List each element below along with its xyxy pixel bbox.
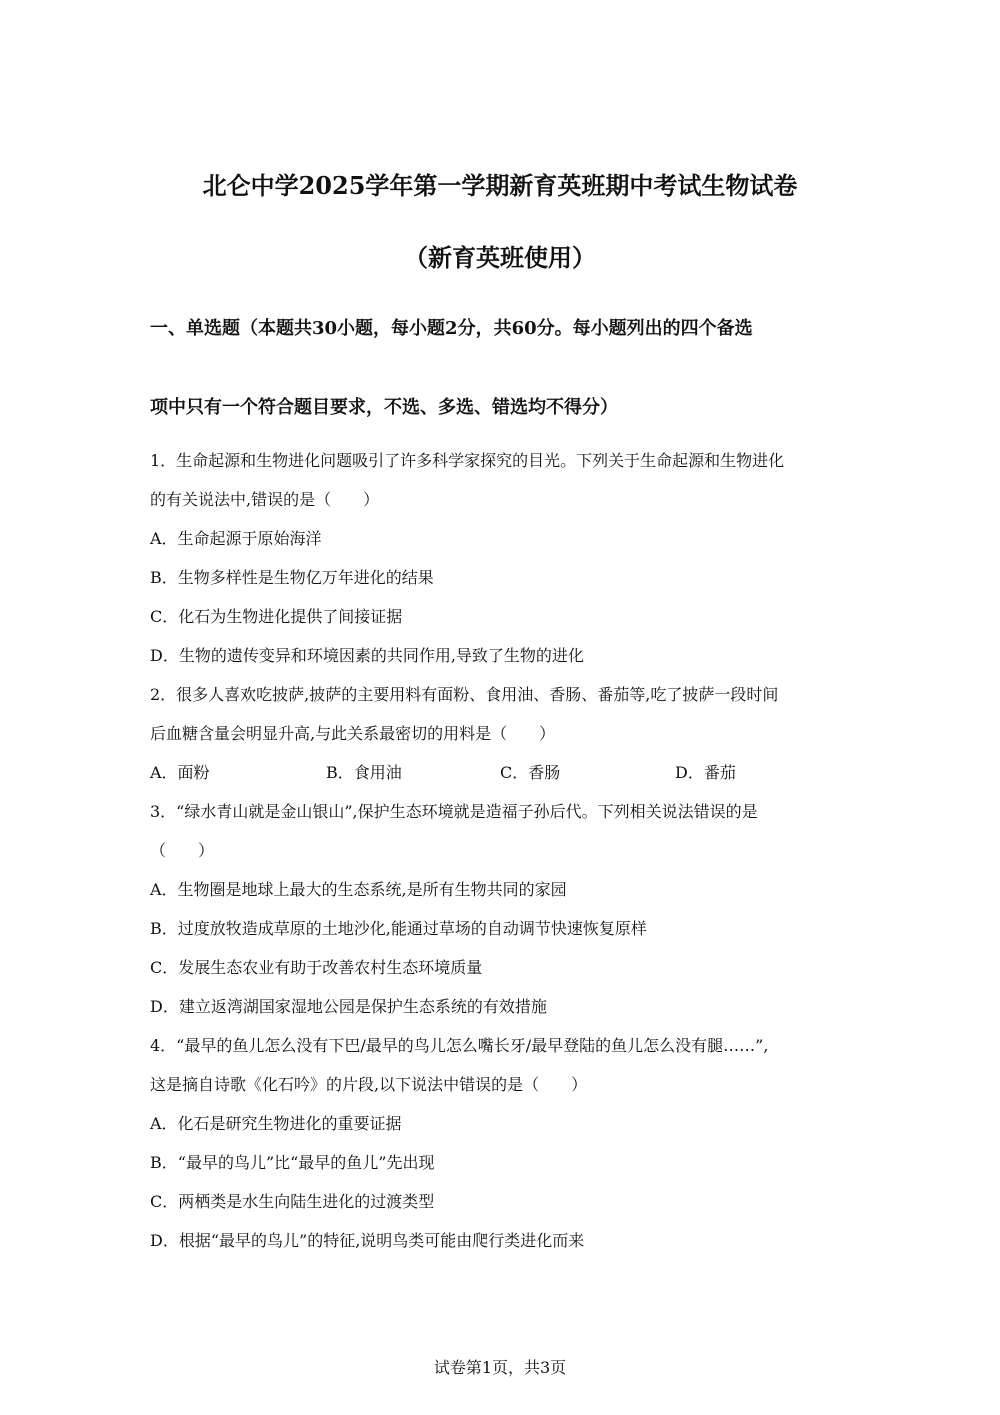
question-2-option-c: C．香肠 xyxy=(500,763,561,782)
question-4-option-b: B．“最早的鸟儿”比“最早的鱼儿”先出现 xyxy=(150,1153,435,1172)
question-3-option-a: A．生物圈是地球上最大的生态系统,是所有生物共同的家园 xyxy=(150,880,567,899)
section-heading-line-1: 一、单选题（本题共30小题，每小题2分，共60分。每小题列出的四个备选 xyxy=(150,318,753,339)
question-1-option-a: A．生命起源于原始海洋 xyxy=(150,529,322,548)
question-2-option-d: D．番茄 xyxy=(675,763,736,782)
question-4-option-d: D．根据“最早的鸟儿”的特征,说明鸟类可能由爬行类进化而来 xyxy=(150,1231,585,1250)
question-2-option-a: A．面粉 xyxy=(150,763,210,782)
exam-subtitle: （新育英班使用） xyxy=(404,243,596,272)
question-1-option-c: C．化石为生物进化提供了间接证据 xyxy=(150,607,403,626)
question-4-stem-line-1: 4．“最早的鱼儿怎么没有下巴/最早的鸟儿怎么嘴长牙/最早登陆的鱼儿怎么没有腿……”, xyxy=(150,1036,769,1055)
question-4-option-c: C．两栖类是水生向陆生进化的过渡类型 xyxy=(150,1192,435,1211)
question-1-stem-line-1: 1．生命起源和生物进化问题吸引了许多科学家探究的目光。下列关于生命起源和生物进化 xyxy=(150,451,785,470)
question-2-stem-line-1: 2．很多人喜欢吃披萨,披萨的主要用料有面粉、食用油、香肠、番茄等,吃了披萨一段时间 xyxy=(150,685,779,704)
question-3-option-b: B．过度放牧造成草原的土地沙化,能通过草场的自动调节快速恢复原样 xyxy=(150,919,647,938)
question-4-stem-line-2: 这是摘自诗歌《化石吟》的片段,以下说法中错误的是（ ） xyxy=(150,1075,588,1094)
question-2-option-b: B．食用油 xyxy=(326,763,402,782)
question-3-option-c: C．发展生态农业有助于改善农村生态环境质量 xyxy=(150,958,483,977)
section-heading-line-2: 项中只有一个符合题目要求，不选、多选、错选均不得分） xyxy=(150,397,618,418)
question-1-option-d: D．生物的遗传变异和环境因素的共同作用,导致了生物的进化 xyxy=(150,646,584,665)
question-3-stem-line-1: 3．“绿水青山就是金山银山”,保护生态环境就是造福子孙后代。下列相关说法错误的是 xyxy=(150,802,758,821)
question-3-stem-line-2: （ ） xyxy=(150,841,215,860)
question-2-stem-line-2: 后血糖含量会明显升高,与此关系最密切的用料是（ ） xyxy=(150,724,556,743)
question-1-option-b: B．生物多样性是生物亿万年进化的结果 xyxy=(150,568,434,587)
question-1-stem-line-2: 的有关说法中,错误的是（ ） xyxy=(150,490,380,509)
exam-title: 北仑中学2025学年第一学期新育英班期中考试生物试卷 xyxy=(202,171,798,200)
question-3-option-d: D．建立返湾湖国家湿地公园是保护生态系统的有效措施 xyxy=(150,997,547,1016)
page-footer: 试卷第1页，共3页 xyxy=(433,1358,567,1377)
question-4-option-a: A．化石是研究生物进化的重要证据 xyxy=(150,1114,402,1133)
